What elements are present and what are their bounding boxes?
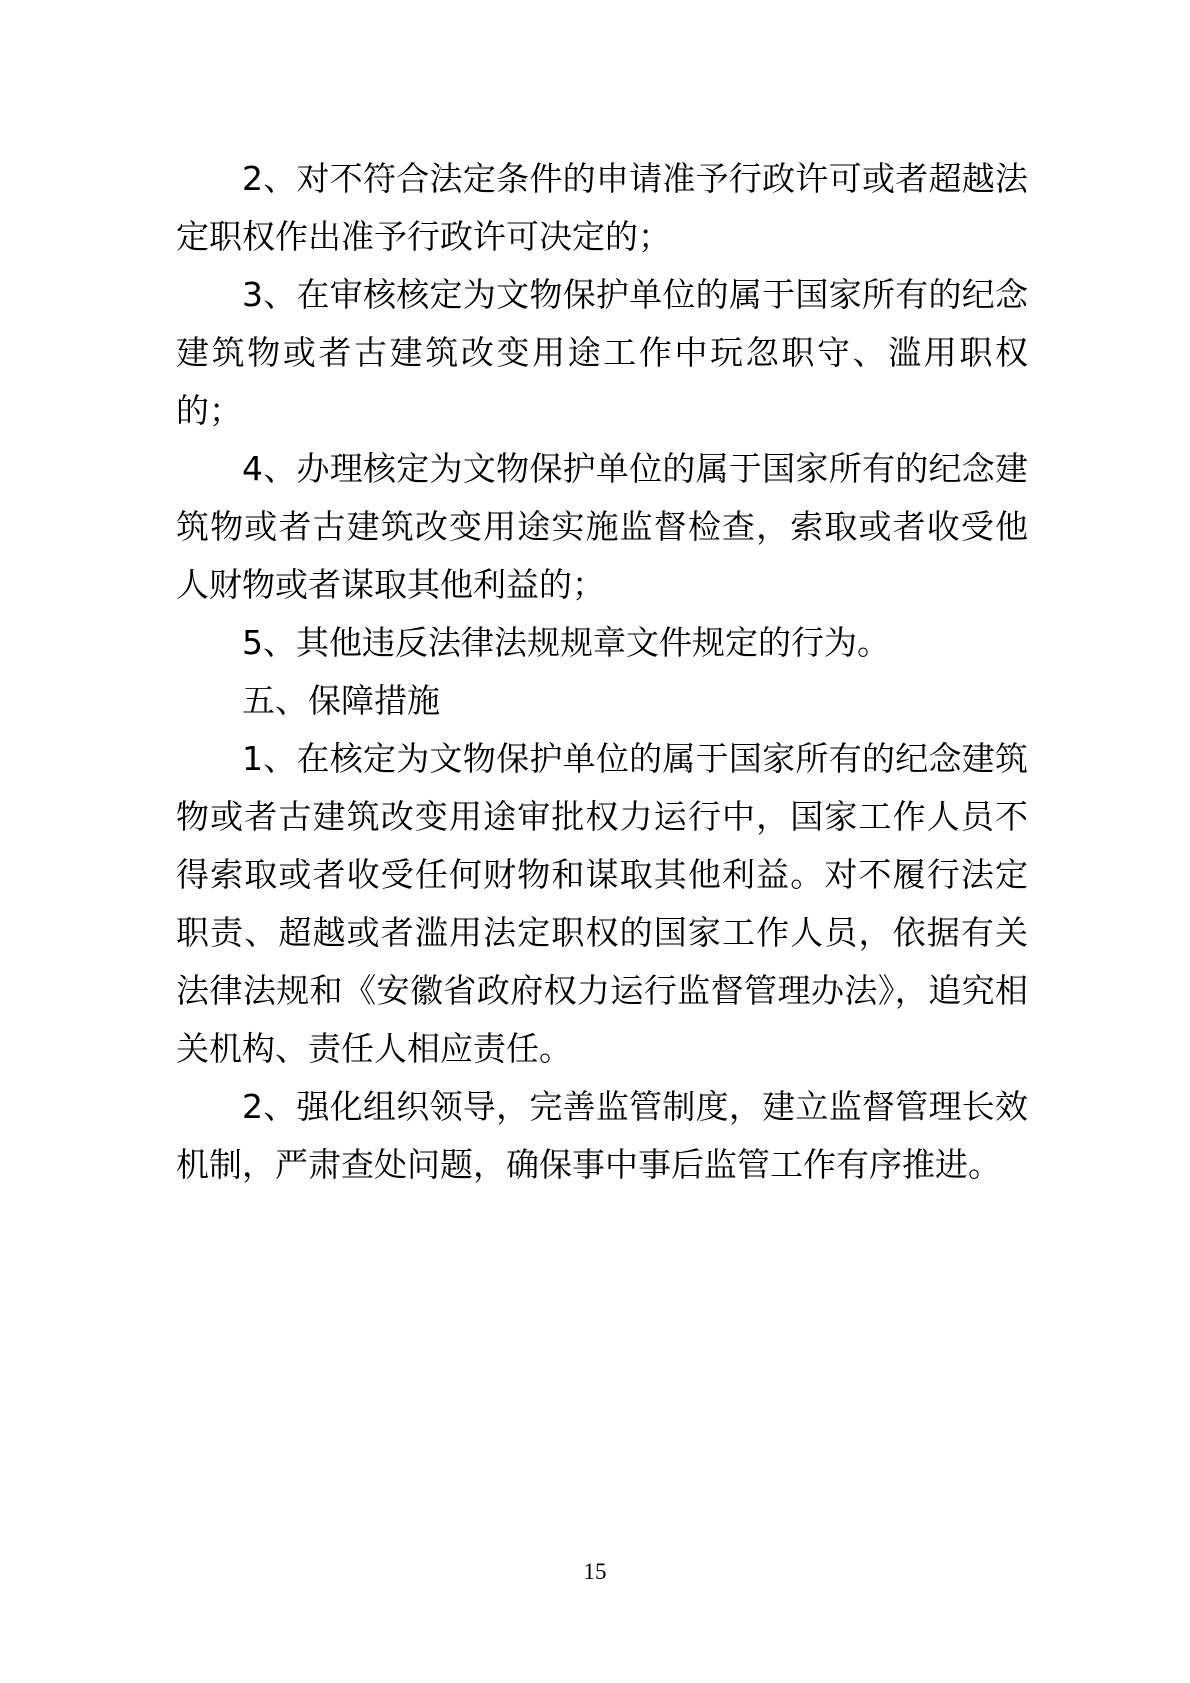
page-footer [0,1560,1190,1583]
document-body [176,150,1028,1194]
document-paragraph: 2、对不符合法定条件的申请准予行政许可或者超越法定职权作出准予行政许可决定的； [176,159,1028,256]
document-paragraph: 5、其他违反法律法规规章文件规定的行为。 [242,623,890,662]
document-paragraph: 2、强化组织领导，完善监管制度，建立监督管理长效机制，严肃查处问题，确保事中事后监管工作有序推进。 [176,1087,1028,1184]
document-paragraph: 1、在核定为文物保护单位的属于国家所有的纪念建筑物或者古建筑改变用途审批权力运行中，国家工作人员不得索取或者收受任何财物和谋取其他利益。对不履行法定职责、超越或者滥用法定职权的国家工作人员，依据有关法律法规和《安徽省政府权力运行监督管理办法》，追究相关机构、责任人相应责任。 [176,739,1028,1068]
section-heading: 五、保障措施 [242,681,440,720]
document-paragraph: 3、在审核核定为文物保护单位的属于国家所有的纪念建筑物或者古建筑改变用途工作中玩忽职守、滥用职权的； [176,275,1028,430]
document-paragraph: 4、办理核定为文物保护单位的属于国家所有的纪念建筑物或者古建筑改变用途实施监督检查，索取或者收受他人财物或者谋取其他利益的； [176,449,1028,604]
page-number: 15 [583,1559,607,1584]
